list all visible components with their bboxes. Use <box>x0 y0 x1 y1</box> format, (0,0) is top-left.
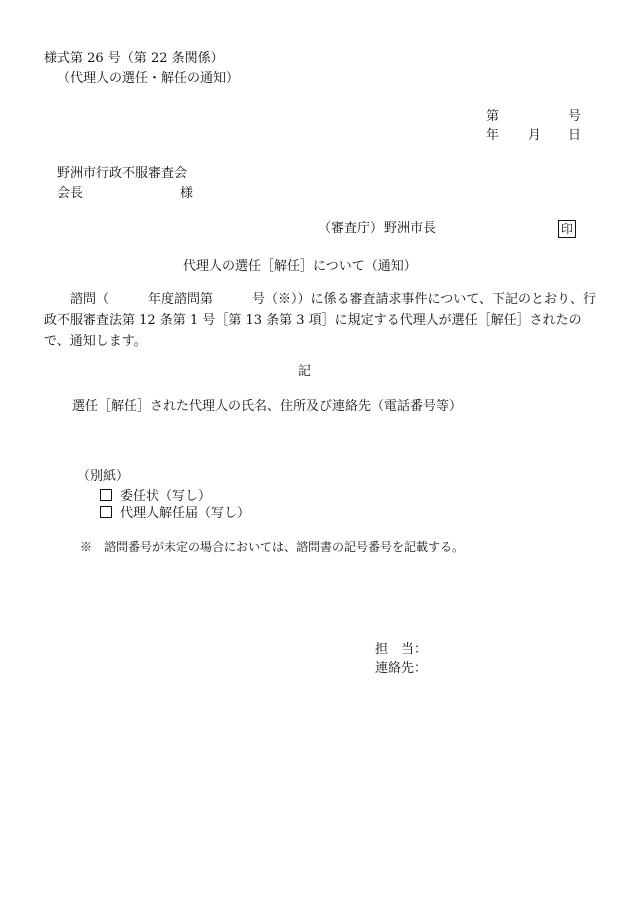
body-text: 諮問（ 年度諮問第 号（※））に係る審査請求事件について、下記のとおり、行政不服審査法第 12 条第 1 号［第 13 条第 3 項］に規定する代理人が選任［解任］されたので、通知します。 <box>44 292 596 349</box>
checkbox-icon <box>100 489 112 501</box>
body-paragraph <box>44 289 600 352</box>
checkbox-icon <box>100 506 112 518</box>
year-label: 年 <box>486 128 500 143</box>
form-number: 様式第 26 号（第 22 条関係） <box>44 51 224 66</box>
attachments-heading: （別紙） <box>77 469 130 484</box>
item-line: 選任［解任］された代理人の氏名、住所及び連絡先（電話番号等） <box>72 399 463 414</box>
number-label: 第 <box>486 109 500 124</box>
footnote: ※ 諮問番号が未定の場合においては、諮問書の記号番号を記載する。 <box>80 540 465 554</box>
month-label: 月 <box>528 128 542 143</box>
addressee-title: 会長 <box>57 186 84 201</box>
seal-label: 印 <box>558 220 576 238</box>
attachment-label: 代理人解任届（写し） <box>120 506 251 521</box>
sender-name: 野洲市長 <box>384 221 437 236</box>
ki-heading: 記 <box>298 364 312 379</box>
attachment-label: 委任状（写し） <box>120 489 212 504</box>
contact-info-label: 連絡先： <box>375 661 428 676</box>
attachment-item <box>100 489 211 503</box>
day-label: 日 <box>568 128 582 143</box>
sender-prefix: （審査庁） <box>318 221 384 236</box>
addressee-honorific: 様 <box>180 186 194 201</box>
number-suffix: 号 <box>568 109 582 124</box>
addressee-org: 野洲市行政不服審査会 <box>57 166 188 181</box>
form-title: （代理人の選任・解任の通知） <box>57 71 240 86</box>
attachment-item <box>100 506 250 520</box>
contact-person-label: 担 当： <box>375 642 428 657</box>
seal-mark <box>558 220 576 238</box>
subject-title: 代理人の選任［解任］について（通知） <box>183 259 417 274</box>
